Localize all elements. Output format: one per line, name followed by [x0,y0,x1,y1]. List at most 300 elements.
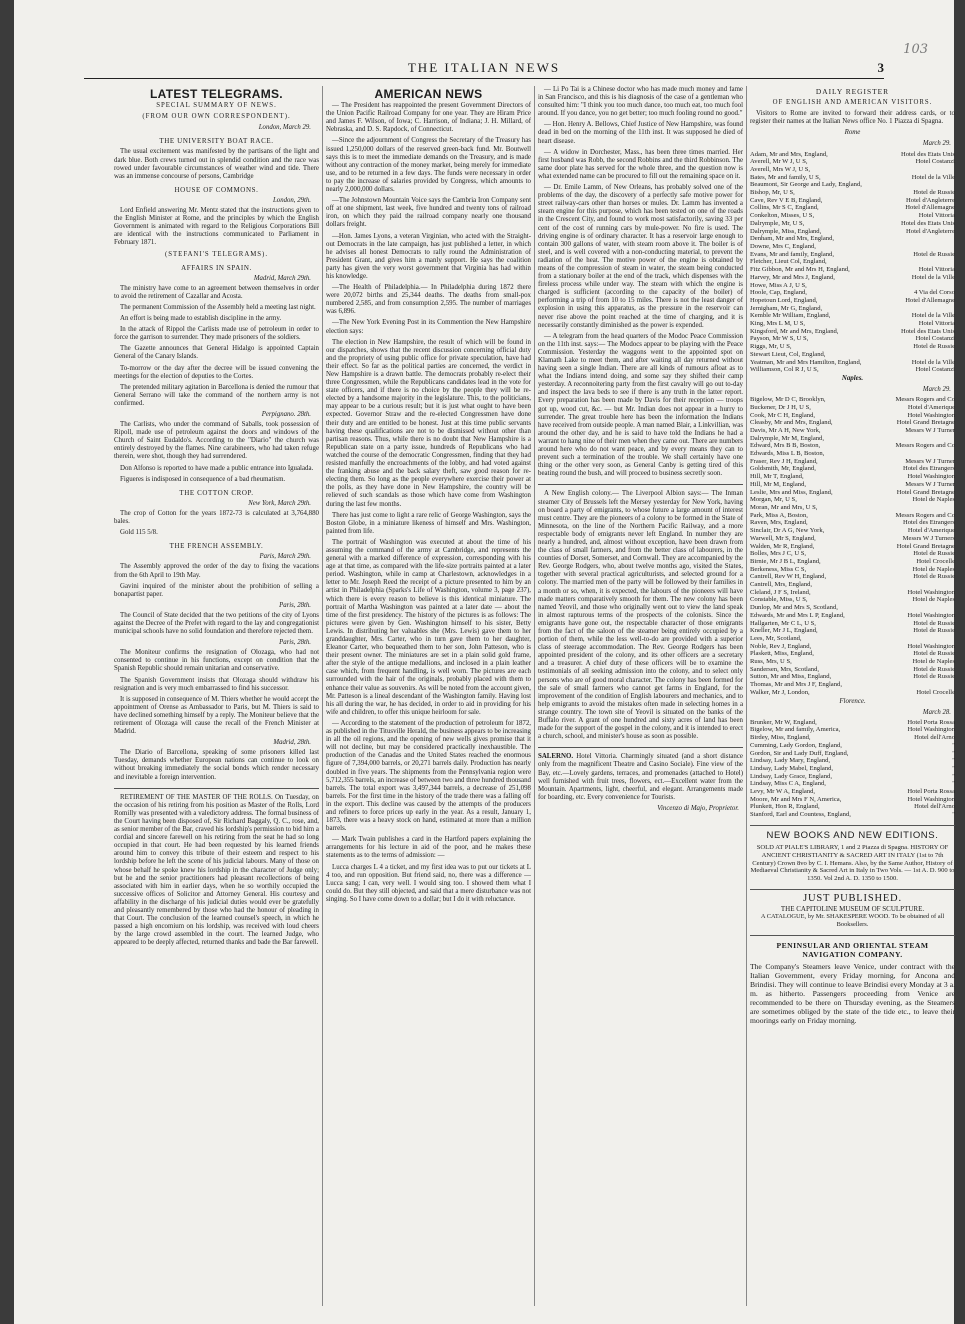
register-entry [750,174,955,182]
visitor-name: Raven, Mrs, England, [750,519,808,527]
visitor-hotel: Messrs Rogers and Co [895,396,955,404]
visitor-hotel: Hotel d'Allemagne [905,296,955,304]
visitor-hotel: Messrs W J Turner [905,457,955,465]
visitor-hotel: Hotel d'Amerique [907,527,955,535]
visitor-hotel: " [952,749,955,757]
visitor-name: Stewart Lieut, Col, England, [750,350,826,358]
section-title: HOUSE OF COMMONS. [174,185,259,194]
visitor-hotel: Hotel Washington [907,642,955,650]
register-entry [750,189,955,197]
visitor-hotel: Hotel de Russie [913,573,955,581]
register-entry [750,258,955,266]
register-entry [750,543,955,551]
newspaper-title: THE ITALIAN NEWS [407,60,561,75]
register-date: March 28. [922,708,951,716]
article-paragraph: The Gazette announces that General Hidalgo is appointed Captain General of the Canary Islands. [114,345,319,361]
article-paragraph: The Diario of Barcellona, speaking of some prisoners killed last Tuesday, demands whether European nations can continue to look on without breaking immediately the social bonds which render necessary and inevitable a foreign intervention. [114,749,319,781]
register-date: March 29. [922,386,951,394]
article-paragraph: The ministry have come to an agreement between themselves in order to avoid the retirement of Cazallar and Acosta. [114,284,319,300]
dateline: London, March 29. [258,124,311,132]
dateline: London, 29th. [273,196,311,204]
article-paragraph: The election in New Hampshire, the result of which will be found in our dispatches, shows that the recent discussion concerning official duty and the propriety of using public office for private speculation, have had their effect. So far as the political parties are concerned, the verdict in New Hampshire is a drawn battle. The democrats probably re-elect their three Congressmen, while the Republicans candidates lead in the vote for state officers, and if there is no choice by the people they will be re-elected by a handsome majority in the legislature. This, to the politicians, may appear to be a curious result; but it is just what ought to have been expected. Governor Straw and the re-elected Congressmen have done their duty and are entitled to be honest. Just at this time public servants having these qualifications are not to be dismissed without other than partisan reasons. Thus, while there is no doubt that New Hampshire is a Republican state on a party issue, hundreds of Republicans who had watched the course of the democratic Congressmen, finding that they had resisted manfully the encroachments of the lobby, and had voted against the franking abuse and the back salary theft, saw good reason for re-electing them. So long as the people everywhere exercise their power at the polls, as they have done in New Hampshire, the country will be relieved of such scandals as those which have come from Washington during the last few months. [326,338,531,508]
stefani-heading: (STEFANI'S TELEGRAMS). [164,250,269,258]
register-entry [750,151,955,159]
newspaper-page [14,0,954,1324]
article-body: On Tuesday, on the occasion of his retiring from his position as Master of the Rolls, Lord Romilly was presented with a valedictory address. The formal business of the Court having been disposed of, Sir Richard Baggaly, Q. C., rose, and, as senior member of the Bar, craved his lordship's permission to bid him a cordial and sincere farewell on his retiring from the seat he had so long occupied in that court. He had been requested by his learned friends around him to convey this tribute of their esteem and respect to his lordship before he left the scene of his judicial labours. Many of those on whose behalf he spoke knew his lordship in the character of Judge only; but he and the senior practitioners had pleasant recollections of being associated with him in earlier days, when he so worthily occupied the successive offices of Solicitor and Attorney General. His courtesy and affability in the discharge of his judicial duties would ever be gratefully and pleasantly remembered by those who had the honour of pleading in that Court. The conclusion of the learned counsel's speech, in which he passed a high encomium on his lordship, was received with loud cheers by the large crowd assembled in the court. The learned Judge, who appeared to be deeply affected, returned thanks and bade the Bar farewell. [114,793,319,947]
register-entry [750,274,955,282]
register-entry [750,666,955,674]
steam-navigation-body: The Company's Steamers leave Venice, under contract with the Italian Government, every Friday morning, for Ancona and Brindisi. They will continue to leave Brindisi every Monday at 3 a. m. as hitherto. Passengers proceeding from Venice are recommended to be there on Thursday evening, as the Steamers are sometimes obliged by the state of the tide etc., to leave their moorings early on Friday morning. [750,962,955,1026]
register-entry [750,635,955,643]
article-paragraph: The usual excitement was manifested by the partisans of the light and dark blue. Both crews turned out in splendid condition and the race was rowed under favourable circumstances of weather wind and tide. There was an immense concourse of persons, Cambridge [114,148,319,180]
visitor-hotel: Hotel Washington [907,795,955,803]
register-entry [750,750,955,758]
register-entry [750,343,955,351]
register-entry [750,328,955,336]
visitor-hotel: " [952,772,955,780]
register-entry [750,359,955,367]
article-paragraph: Figueres is indisposed in consequence of a bad rheumatism. [120,475,286,483]
visitor-hotel: Hotel Washington [907,411,955,419]
just-published-subheading: THE CAPITOLINE MUSEUM OF SCULPTURE. [780,905,925,914]
visitor-hotel: Hotel des Etats Unis [900,327,955,335]
visitor-hotel: Hotel de Russie [913,343,955,351]
register-entry [750,504,955,512]
article-paragraph: There has just come to light a rare relic of George Washington, says the Boston Globe, in a miniature likeness of himself and Mrs. Washington, painted from life. [326,511,531,535]
article-paragraph: Lucca charges L 4 a ticket, and my first idea was to put our tickets at L 4 too, and run opposition. But friend said, no, there was a difference — Lucca sang; I can, very well. I would sing too. I showed them what I could do. But they still objected, and said that a mere disturbance was not singing. So I have come down to a dollar; but I do it with reluctance. [326,863,531,903]
visitor-hotel: Hotel Costanzi [915,158,955,166]
visitor-name: Downe, Mrs C, England, [750,243,816,250]
register-entry [750,412,955,420]
article-paragraph [114,794,319,948]
visitor-name: Cleland, J F S, Ireland, [750,588,811,596]
visitor-name: Levy, Mr W A, England, [750,788,816,796]
register-entry [750,757,955,765]
visitor-hotel: Hotel d'Amerique [907,403,955,411]
visitor-hotel: Hotel de Russie [913,189,955,197]
visitor-hotel: Hotel Washington [907,611,955,619]
register-entry [750,765,955,773]
column-miscellany [538,86,743,1306]
register-list-florence [750,719,955,819]
visitor-hotel: Hotel de Russie [913,650,955,658]
visitor-hotel: Hotel de Russie [913,619,955,627]
section-title: THE UNIVERSITY BOAT RACE. [159,137,274,146]
visitor-name: Park, Miss A, Boston, [750,511,808,519]
visitor-hotel: Hotel de Naples [912,496,955,504]
register-list-naples [750,396,955,696]
article-paragraph: —The Health of Philadelphia.— In Philadelphia during 1872 there were 20,072 births and 25,344 deaths. The deaths from small-pox numbered 2,585, and from consumption 2,595. The number of marriages was 6,896. [326,284,531,316]
section-divider [750,825,955,826]
visitor-name: Brunker, Mr W, England, [750,718,817,726]
register-entry [750,419,955,427]
visitor-hotel: Hotel Grand Bretagne [896,488,955,496]
register-entry [750,527,955,535]
register-entry [750,458,955,466]
visitor-hotel: Hotel Grand Bretagne [896,542,955,550]
register-city: Rome [844,129,861,137]
visitor-hotel: Hotel d'Allemagne [905,204,955,212]
visitor-name: Sinclair, Dr A G, New York, [750,527,825,535]
register-entry [750,366,955,374]
visitor-hotel: Hotel de Russie [913,665,955,673]
dateline: Perpignano. 28th. [261,411,311,418]
register-entry [750,243,955,251]
visitor-hotel: Hotel de la Ville [911,358,955,366]
register-city: Naples. [841,374,864,382]
register-entry [750,282,955,290]
visitor-hotel: Hotel des Etrangers [903,519,955,527]
dateline: Madrid, 28th. [273,739,311,747]
visitor-name: Bolles, Mrs J C, U S, [750,550,807,558]
article-paragraph: It is supposed in consequence of M. Thiers whether he would accept the appointment of Orense as Ambassador to Paris, but M. Thiers is said to have declined something himself by a reply. The Moniteur believe that the retirement of Olozaga will cause the recall of the French Minister at Madrid. [114,695,319,736]
visitor-name: Payson, Mr W S, U S, [750,335,809,343]
register-entry [750,289,955,297]
visitor-name: Conkelton, Misses, U S, [750,212,815,220]
article-paragraph: —Hon. James Lyons, a veteran Virginian, who acted with the Straight-out Democrats in the late campaign, has just published a letter, in which he advises all honest Democrats to rally round the Administration of President Grant, and gives him a manly support. He says the coalition party has given the very worst government that Virginia has had within his knowledge. [326,232,531,280]
visitor-name: Moore, Mr and Mrs F N, America, [750,795,842,803]
visitor-name: Dalrymple, Mr M, England, [750,434,824,442]
visitor-name: Beaumont, Sir George and Lady, England, [750,181,862,189]
visitor-hotel: Hotel Costanzi [915,335,955,343]
register-entry [750,620,955,628]
section-title: AFFAIRS IN SPAIN. [181,263,252,272]
visitor-name: Jernigham, Mr G, England, [750,304,823,312]
visitor-hotel: Hotel de la Ville [911,312,955,320]
register-entry [750,573,955,581]
register-entry [750,726,955,734]
visitor-name: Stanford, Earl and Countess, England, [750,811,851,819]
register-entry [750,228,955,236]
visitor-name: Kemble Mr William, England, [750,312,831,320]
visitor-name: Williamson, Col R J, U S, [750,366,819,374]
article-paragraph: The crop of Cotton for the years 1872-73 is calculated at 3,764,880 bales. [114,509,319,526]
register-entry [750,796,955,804]
hotel-advert [538,753,743,802]
register-entry [750,158,955,166]
register-list-rome [750,151,955,374]
register-date: March 29. [922,140,951,148]
just-published-body: A CATALOGUE, by Mr. SHAKESPERE WOOD. To be obtained of all Booksellers. [760,913,945,929]
register-city: Florence. [839,697,866,705]
visitor-hotel: Hotel de la Ville [911,173,955,181]
visitor-hotel: Hotel Washington [907,726,955,734]
visitor-name: Lees, Mr, Scotland, [750,634,802,642]
visitor-name: Hallgarten, Mr C L, U S, [750,619,816,627]
register-entry [750,742,955,750]
register-entry [750,566,955,574]
visitor-name: Edwards, Mr and Mrs L P, England, [750,611,845,619]
register-entry [750,681,955,689]
visitor-hotel: " [952,811,955,819]
visitor-name: Dalrymple, Miss, England, [750,227,822,235]
register-entry [750,204,955,212]
register-entry [750,558,955,566]
visitor-name: Kingsford, Mr and Mrs, England, [750,327,839,335]
register-entry [750,396,955,404]
telegrams-subheading: SPECIAL SUMMARY OF NEWS. [156,102,277,110]
column-rule [746,86,747,1306]
pencil-page-note: 103 [903,42,928,57]
register-entry [750,581,955,589]
section-title: THE FRENCH ASSEMBLY. [169,542,264,551]
register-entry [750,427,955,435]
visitor-name: Edwards, Miss L B, Boston, [750,450,825,458]
visitor-hotel: Hotel dell'Arno [914,734,955,742]
visitor-name: Averell, Mrs W J, U S, [750,165,811,173]
telegrams-heading: LATEST TELEGRAMS. [150,87,283,101]
visitor-hotel: Hotel de Russie [913,250,955,258]
section-divider [750,935,955,936]
visitor-hotel: Hotel Porta Rossa [907,718,955,726]
visitor-name: Cantrell, Rev W H, England, [750,573,827,581]
register-entry [750,496,955,504]
register-entry [750,811,955,819]
visitor-name: Dalrymple, Mr, U S, [750,219,805,227]
visitor-name: Leslie, Mrs and Miss, England, [750,488,833,496]
article-paragraph: Gavini inquired of the minister about the prohibition of selling a bonapartist paper. [114,582,319,598]
visitor-name: Birdey, Miss, England, [750,734,811,742]
visitor-name: King, Mrs L M, U S, [750,320,806,328]
register-entry [750,519,955,527]
register-entry [750,512,955,520]
visitor-hotel: Hotel d'Angleterre [906,196,955,204]
article-paragraph: Gold 115 5/8. [120,529,158,537]
visitor-name: Warwell, Mr S, England, [750,534,816,542]
register-entry [750,643,955,651]
visitor-hotel: Hotel dell'Arno [914,803,955,811]
register-entry [750,788,955,796]
visitor-hotel: Hotel Crocelle [916,688,955,696]
visitor-hotel: Hotel Costanzi [915,366,955,374]
visitor-name: Lindsay, Lady Mabel, England, [750,764,834,772]
register-entry [750,235,955,243]
visitor-name: Moran, Mr and Mrs, U S, [750,503,818,511]
register-entry [750,297,955,305]
article-paragraph: — Dr. Emile Lamm, of New Orleans, has probably solved one of the problems of the day, the discovery of a perfectly safe motive power for street railway-cars other than horses or mules. Dr. Lamm has invented a steam engine for this purpose, which has been tested on one of the roads in the Crescent City, and found to work most satisfactorily, saving 33 per cent of the cost of running cars by mule-power. No fire is used. The driving engine is of ordinary character. It has a reservoir large enough to contain 300 gallons of water, with steam room above it. The boiler is of steel, and is well covered with a non-conducting material, to prevent the radiation of the heat. The motive power of the engine is obtained by means of the compression of steam in water, the steam being conducted from a stationary boiler at the end of the track, which dispenses with the fireless process while under way. The steam with which the engine is charged is sufficient (according to the capacity of the boiler) of performing a trip of from 10 to 15 miles. There is not the least danger of explosion in using this apparatus, as the pressure in the reservoir can never rise above the point reached at the time of charging, and it is necessarily constantly diminished as the power is expended. [538,184,743,329]
visitor-name: Lindsay, Lady Mary, England, [750,757,831,765]
visitor-hotel: Hotel de la Ville [911,273,955,281]
advert-signature: Vincenzo di Majo, Proprietor. [657,804,739,812]
register-intro: Visitors to Rome are invited to forward their address cards, or to register their names at the Italian News office No. 1 Piazza di Spagna. [750,110,955,126]
visitor-hotel: Messrs W J Turners [902,534,955,542]
article-paragraph: The permanent Commission of the Assembly held a meeting last night. [120,303,316,311]
register-entry [750,627,955,635]
visitor-hotel: Messrs Rogers and Co [895,511,955,519]
register-entry [750,773,955,781]
visitor-name: Berkeness, Miss C S, [750,565,807,573]
register-entry [750,658,955,666]
visitor-hotel: " [952,780,955,788]
visitor-name: Sandersen, Mrs, Scotland, [750,665,820,673]
article-paragraph: — Li Po Tai is a Chinese doctor who has made much money and fame in San Francisco, and this is his diagnosis of the case of a gentleman who consulted him: "I think you too much dance, too much eat, too much fool around. If you dance, you no get better; too much fooling round no good." [538,86,743,118]
article-paragraph: The Carlists, who under the command of Saballs, took possession of Ripoll, made use of petroleum against the doors and windows of the Church of Saint Eudaldo's. According to the "Diario" the church was entirely destroyed by the flames. Nine carabineers, who had taken refuge therein, were shot, though they had surrendered. [114,421,319,461]
visitor-hotel: Hotel de Russie [913,627,955,635]
register-entry [750,673,955,681]
visitor-name: Cave, Rev V E B, England, [750,196,823,204]
visitor-name: Evans, Mr and family, England, [750,250,834,258]
visitor-hotel: Hotel de Naples [912,658,955,666]
visitor-hotel: Hotel de Russie [913,550,955,558]
register-entry [750,320,955,328]
register-entry [750,404,955,412]
visitor-name: Sutton, Mr and Miss, England, [750,673,832,681]
visitor-hotel: Hotel Vittoria [918,212,955,220]
visitor-name: Davis, Mr A H, New York, [750,426,821,434]
article-paragraph: —The New York Evening Post in its Commention the New Hampshire election says: [326,319,531,335]
register-entry [750,442,955,450]
visitor-hotel: Hotel Crocelle [916,557,955,565]
visitor-name: Bigelow, Mr and family, America, [750,726,841,734]
visitor-hotel: " [952,764,955,772]
register-entry [750,596,955,604]
article-paragraph: To-morrow or the day after the decree will be issued convening the meetings for the election of deputies to the Cortes. [114,364,319,380]
visitor-hotel: " [952,741,955,749]
article-paragraph: The Council of State decided that the two petitions of the city of Lyons against the Decree of the Prefet with regard to the lay and congregationist municipal schools have no solid foundation and therefore rejected them. [114,611,319,636]
visitor-name: Hoole, Cap, England, [750,289,807,297]
article-paragraph: The pretended military agitation in Barcellona is denied the rumour that General Serrano will take the command of the northern army is not confirmed. [114,383,319,407]
advert-lead: SALERNO. [538,753,574,761]
register-entry [750,351,955,359]
visitor-name: Bishop, Mr, U S, [750,189,795,197]
register-entry [750,780,955,788]
visitor-name: Bates, Mr and family, U S, [750,173,821,181]
masthead [84,60,884,79]
visitor-name: Morgan, Mr, U S, [750,496,797,504]
article-paragraph: Lord Enfield answering Mr. Mentz stated that the instructions given to the English Minister at Rome, and the principles by which the English Government is animated with regard to the Religious Corporations Bill are identical with the instructions communicated to Parliament in February 1871. [114,207,319,247]
visitor-name: Yeatman, Mr and Mrs Hamilton, England, [750,358,862,366]
column-register [750,86,955,1306]
visitor-name: Russ, Mrs, U S, [750,658,792,666]
visitor-name: Denham, Mr and Mrs, England, [750,235,835,243]
visitor-name: Cumming, Lady Gordon, England, [750,741,842,749]
visitor-name: Riggs, Mr, U S, [750,343,792,351]
visitor-hotel: Hotel de Russie [913,673,955,681]
visitor-name: Thomas, Mr and Mrs J F, England, [750,681,842,689]
visitor-name: Walden, Mr R, England, [750,542,815,550]
article-paragraph: — A telegram from the head quarters of the Modoc Peace Commission on the 11th inst. says:— The Modocs appear to be playing with the Peace Commission. Yesterday the waggons went to the appointed spot on Klamath Lake to meet them, and after waiting all day returned without having seen a single Indian. There are all kinds of rumours afloat as to what the Indians intend doing, and some say they shifted their camp yesterday. A reconnoitering party from the first cavalry will go out to-day and inspect the lava beds to see if there is any truth in the latter report. Every preparation has been made by Davis for their reception — troops got up, wood cut, &c. — but Mr. Indian does not appear in a hurry to surrender. The great trouble here has been the information the Indians have received from outside people. A man named Blair, a Linkvillian, was around the other day, and he is said to have told the Indians he had a warrant to hang nine of their men when they came out. There are numbers around here who do not want peace, and by every means they can to prevent such a termination of the trouble. We shall certainly have one thing or the other very soon, as General Canby is getting tired of this beating round the bush, and will proceed to business secretly soon. [538,332,743,478]
visitor-name: Fraser, Rev J H, England, [750,457,818,465]
dateline: Paris, 28th. [279,601,311,609]
register-entry [750,689,955,697]
visitor-name: Cantrell, Mrs, England, [750,581,813,589]
visitor-name: Plunkett, Hon R, England, [750,803,820,811]
visitor-name: Kneller, Mr J L, England, [750,627,818,635]
register-entry [750,535,955,543]
section-divider [538,484,743,485]
article-paragraph: The Spanish Government insists that Olozaga should withdraw his resignation and is very much embarrassed to find his successor. [114,676,319,692]
article-paragraph: — The President has reappointed the present Government Directors of the Union Pacific Railroad Company for one year. They are Hiram Price and James F. Wilson, of Iowa; C. Harrison, of Indiana; J. H. Millard, of Nebraska, and D. S. Rapdock, of Connecticut. [326,102,531,134]
register-entry [750,650,955,658]
visitor-name: Fletcher, Lieut Col, England, [750,258,827,266]
register-entry [750,305,955,313]
visitor-name: Howe, Miss A J, U S, [750,281,807,289]
register-heading: DAILY REGISTER [815,87,890,96]
visitor-name: Edward, Mrs B B, Boston, [750,442,821,450]
section-divider [114,788,319,789]
register-subheading: OF ENGLISH AND AMERICAN VISITORS. [772,99,933,107]
just-published-heading: JUST PUBLISHED. [803,892,902,904]
register-entry [750,589,955,597]
visitor-hotel: " [952,757,955,765]
article-paragraph: — Mark Twain publishes a card in the Hartford papers explaining the arrangements for his lecture in aid of the poor, and he makes these statements as to the terms of admission: — [326,836,531,860]
dateline: Paris, March 29th. [259,553,311,561]
visitor-hotel: Hotel Vittoria [918,320,955,328]
visitor-name: Collins, Mr S C, England, [750,204,819,212]
visitor-name: Adam, Mr and Mrs, England, [750,150,828,158]
section-divider [750,889,955,890]
visitor-name: Dunlop, Mr and Mrs S, Scotland, [750,604,838,612]
register-entry [750,166,955,174]
american-news-heading: AMERICAN NEWS [374,87,483,101]
visitor-name: Buckener, Dr J H, U S, [750,403,811,411]
register-entry [750,450,955,458]
article-paragraph: — According to the statement of the production of petroleum for 1872, as published in the Titusville Herald, the business appears to be increasing in all the oil regions, and the opening of new wells gives promise that it will not decline, but may be considered practically inexhaustible. The production of the Canadas and the United States reached the enormous figure of 7,394,000 barrels, or 20,271 barrels daily. Production has nearly doubled in five years. The shipments from the Pennsylvania region were 5,712,355 barrels, an increase of between two and three hundred thousand barrels. The total export was 3,497,344 barrels, a decrease of 251,098 barrels. For the first time in the history of the trade there was a falling off in the export. This decline was caused by the attempts of the producers and refiners to force prices up early in the year. As a result, January 1, 1873, there was a heavy stock on hand, estimated at more than a million barrels. [326,719,531,833]
register-entry [750,335,955,343]
register-entry [750,312,955,320]
article-paragraph: — Hon. Henry A. Bellows, Chief Justice of New Hampshire, was found dead in bed on the morning of the 11th inst. It was supposed he died of heart disease. [538,121,743,145]
telegrams-byline: (FROM OUR OWN CORRESPONDENT). [142,113,291,121]
visitor-name: Fitz Gibbon, Mr and Mrs H, England, [750,266,850,274]
visitor-name: Averell, Mr W J, U S, [750,158,808,166]
article-paragraph: In the attack of Rippol the Carlists made use of petroleum in order to force the garrison to surrender. They made prisoners of the soldiers. [114,326,319,342]
article-paragraph: Don Alfonso is reported to have made a public entrance into Igualada. [120,464,314,472]
visitor-hotel: Messrs Rogers and Co [895,442,955,450]
register-entry [750,604,955,612]
visitor-name: Gordon, Sir and Lady Duff, England, [750,749,849,757]
article-paragraph: The Moniteur confirms the resignation of Olozaga, who had not consented to continue in his functions, except on condition that the Spanish Republic should remain unitarian and conservative. [114,649,319,673]
books-heading: NEW BOOKS AND NEW EDITIONS. [766,829,939,841]
visitor-hotel: Hotel de Naples [912,565,955,573]
article-paragraph: —Since the adjournment of Congress the Secretary of the Treasury has issued 1,250,000 dollars of the reserved green-back fund. Mr. Boutwell says this is to meet the immediate demands on the Treasury, and is made without any contraction of the money market, being merely for immediate use, and to be returned in a few days. The funds were necessary in order to pay the increase of salaries provided by Congress, which amounts to nearly 2,000,000 dollars. [326,137,531,194]
article-paragraph: The Assembly approved the order of the day to fixing the vacations from the 6th April to 19th May. [114,563,319,579]
column-rule [322,86,323,1306]
article-paragraph: A New English colony.— The Liverpool Albion says:— The Inman steamer City of Brussels left the Mersey yesterday for New York, having on board a party of emigrants, to whose future a large amount of interest must centre. They are the pioneers of a colony to be formed in the State of Minnesota, on the line of the Northern Pacific Railway, and a more respectable body of emigrants never left England. In number they are nearly a hundred, and, almost without exception, have been drawn from the class of small farmers, and from the better class of labourers, in the counties of Dorset, Somerset, and Cornwall. They are accompanied by the Rev. George Rodgers, who, about twelve months ago, visited the States, together with several practical agriculturists, and selected ground for a colony. The married men of the party will be followed by their families in a month or so, when, it is expected, the labours of the pioneers will have made matters comparatively smooth for them. The new colony has been named Yeovil, and those who originally went out to view the land speak in almost rapturous terms of the prospects of the colonists. Since the emigrants have gone out, the respectable character of those emigrants from the fact of the saloon of the steamer being entirely occupied by a portion of them, while the less well-to-do are provided with a superior class of steerage accommodation. The Rev. George Rodgers has been appointed president of the colony, and its other officers are a secretary and a treasurer. A chief duty of these officers will be to examine the testimonials of all seeking admission into the colony, and to select only persons who are of good moral character. The colony has been formed for the sale of small farmers who cannot get farms in England, for the improvement of the condition of English labourers and mechanics, and to help emigrants to avoid the mistakes often made in selecting homes in a strange country. The town site of Yeovil is situated on the banks of the Buffalo river. A grant of one hundred and sixty acres of land has been made for the support of the gospel in the colony, and it is intended to erect a church, school, and minister's house as soon as possible. [538,490,743,741]
article-paragraph: An effort is being made to establish discipline in the army. [120,315,282,323]
visitor-hotel: Hotel des Etats Unis [900,150,955,158]
visitor-hotel: Hotel d'Angleterre [906,227,955,235]
visitor-name: Constable, Miss, U S, [750,596,808,604]
visitor-hotel: Hotel Vittoria [918,266,955,274]
visitor-hotel: Hotel de Naples [912,596,955,604]
register-entry [750,220,955,228]
visitor-hotel: Hotel Grand Bretagne [896,419,955,427]
visitor-name: Hill, Mr M, England, [750,480,807,488]
register-entry [750,181,955,189]
dateline: Madrid, March 29th. [253,274,311,282]
dateline: Paris, 28th. [279,639,311,647]
visitor-name: Birnie, Mr J B L, England, [750,557,821,565]
article-paragraph: —The Johnstown Mountain Voice says the Cambria Iron Company sent off at one shipment, last week, five hundred and twenty tons of railroad iron, on which they paid the railroad company nearly one thousand dollars freight. [326,197,531,229]
register-entry [750,550,955,558]
section-divider [538,747,743,748]
article-paragraph: The portrait of Washington was executed at about the time of his assuming the command of the army at Cambridge, and represents the general with a marked difference of expression, corresponding with his age at that time, as compared with the life-size portraits painted at a later period. Washington, while in camp at Charlestown, acknowledges in a letter to Mr. Joseph Reed the receipt of a picture presented to him by an artist in Philadelphia (Sparks's Life of Washington, volume 3, page 237), which there is every reason to believe is this identical miniature. The portrait of Martha Washington was painted at a later date — about the time of the first presidency. The history of the pictures is as follows: The pictures were given by Gen. Washington himself to his sister, Betty Lewis. In distributing her valuables she (Mrs. Lewis) gave them to her granddaughter, Mrs. Carter, who in turn gave them to her daughter, Eleanor Carter, who bequeathed them to her son, John Patteson, who is their present owner. The miniatures are set in a plain solid gold frame, after the style of the antique medallions, and inclosed in a plain leather case which, from frequent handling, is well worn. The pictures are each surrounded with the hair of the originals, probably placed with them to enhance their value as souvenirs. As will be noted from the account given, Mr. Patteson is a lineal descendant of the Washington family. Having lost his all during the war, he has decided, in order to aid in providing for his wife and children, to offer this unique heirloom for sale. [326,538,531,716]
register-entry [750,803,955,811]
visitor-name: Goldsmith, Mr, England, [750,465,816,473]
dateline: New York, March 29th. [248,499,311,507]
register-entry [750,197,955,205]
advert-body: Hotel Vittoria. Charmingly situated (and a short distance only from the magnificent Theatre and Casino Sociale). Fine view of the Bay, etc.—Lovely gardens, terraces, and promenades (attached to Hotel) well furnished with fruit trees, flowers, ect.—Excellent water from the Mountain. Apartments, light, cheerful, and elegant. Arrangements made for boarding, etc. Every convenience for Tourists. [538,753,743,801]
visitor-name: Noble, Rev J, England, [750,642,812,650]
register-entry [750,251,955,259]
books-body: SOLD AT PIALE'S LIBRARY, 1 and 2 Piazza di Spagna. HISTORY OF ANCIENT CHRISTIANITY & SACRED ART IN ITALY (1st to 7th Century) Crown 8vo by C. I. Hemans. Also, by the Same Author, History of Mediaeval Christianity & Sacred Art in Italy in Two Vols. — 1st A. D. 900 to 1350. Vol 2nd A. D. 1350 to 1500. [750,843,955,883]
article-paragraph: — A widow in Dorchester, Mass., has been three times married. Her first husband was Robb, the second Robbins and the third Robbinson. The same door plate has served for the whole three, and the question now is what extended name can be procured to fill out the remaining space on it. [538,148,743,180]
visitor-name: Plaskett, Miss, England, [750,650,814,658]
visitor-name: Hopetoun Lord, England, [750,296,818,304]
visitor-hotel: Messrs W J Turner [905,426,955,434]
visitor-name: Harvey, Mr and Mrs J, England, [750,273,835,281]
visitor-name: Cook, Mr C H, England, [750,411,816,419]
